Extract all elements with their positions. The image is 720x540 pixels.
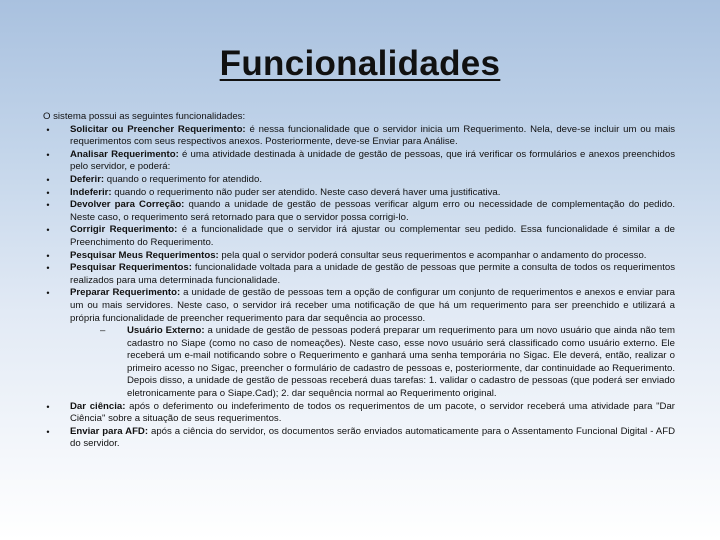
bullet-icon: •	[46, 149, 50, 160]
list-item	[43, 199, 675, 224]
item-term: Pesquisar Requerimentos:	[70, 262, 192, 274]
item-text: funcionalidade voltada para a unidade de gestão de pessoas que permite a consulta de todos os requerimentos realizados para uma determinada funcionalidade.	[70, 262, 675, 286]
bullet-icon: •	[46, 187, 50, 198]
list-item	[43, 124, 675, 149]
bullet-icon: •	[46, 200, 50, 211]
list-item	[43, 401, 675, 426]
list-item	[43, 149, 675, 174]
intro-text: O sistema possui as seguintes funcionalidades:	[43, 111, 246, 122]
item-text: após o deferimento ou indeferimento de todos os requerimentos de um pacote, o servidor receberá uma atividade para "Dar Ciência" sobre a situação de seus requerimentos.	[70, 400, 675, 425]
bullet-icon: •	[46, 250, 50, 261]
bullet-icon: •	[46, 288, 50, 299]
item-term: Analisar Requerimento:	[70, 148, 179, 160]
bullet-icon: •	[46, 225, 50, 236]
list-item	[43, 287, 675, 400]
item-term: Indeferir:	[70, 186, 112, 198]
bullet-icon: •	[46, 263, 50, 274]
item-text: é nessa funcionalidade que o servidor inicia um Requerimento. Nela, deve-se incluir um ou mais requerimentos com seus respectivos anexos. Posteriormente, deve-se Enviar para Análise.	[70, 123, 676, 148]
item-term: Deferir:	[70, 173, 105, 185]
item-text: a unidade de gestão de pessoas tem a opção de configurar um conjunto de requerimentos e anexos e enviar para um ou mais servidores. Neste caso, o servidor irá receber uma notificação de que há um requerimento para ser preenchido e utilizará a própria funcionalidade de preencher requerimento para dar sequência ao processo.	[70, 287, 675, 324]
item-term: Devolver para Correção:	[70, 199, 185, 211]
list-item	[43, 187, 675, 200]
item-text: quando o requerimento for atendido.	[104, 173, 263, 185]
sub-list-item	[70, 325, 675, 401]
item-text: pela qual o servidor poderá consultar seus requerimentos e acompanhar o andamento do processo.	[218, 249, 647, 261]
item-term: Corrigir Requerimento:	[70, 224, 178, 236]
slide-title: Funcionalidades	[219, 44, 501, 83]
sub-item-text: a unidade de gestão de pessoas poderá preparar um requerimento para um novo usuário que ainda não tem cadastro no Siape (como no caso de nomeações). Neste caso, esse novo usuário será classificado como usuário externo. Ele receberá um e-mail notificando sobre o Requerimento e ganhará uma senha temporária no Sigac. Ele deverá, então, realizar o primeiro acesso no Sigac, preencher o formulário de cadastro de pessoas e, posteriormente, dar continuidade ao Requerimento. Depois disso, a unidade de gestão de pessoas receberá duas tarefas: 1. validar o cadastro de pessoas (que poderá ser enviado eletronicamente para o Siape.Cad); 2. dar sequência normal ao Requerimento original.	[127, 325, 675, 400]
bullet-icon: •	[46, 426, 50, 437]
functionality-list	[43, 124, 675, 451]
dash-icon: –	[100, 325, 106, 337]
bullet-icon: •	[46, 124, 50, 135]
list-item	[43, 262, 675, 287]
item-term: Solicitar ou Preencher Requerimento:	[70, 123, 246, 135]
item-term: Preparar Requerimento:	[70, 287, 181, 299]
item-text: é a funcionalidade que o servidor irá ajustar ou complementar seu pedido. Essa funcionalidade é similar a de Preenchimento do Requerimento.	[70, 224, 675, 248]
item-term: Dar ciência:	[70, 400, 126, 412]
bullet-icon: •	[46, 401, 50, 412]
sub-list	[70, 325, 675, 401]
slide-body	[43, 111, 675, 451]
list-item	[43, 250, 675, 263]
item-text: após a ciência do servidor, os documentos serão enviados automaticamente para o Assentamento Funcional Digital - AFD do servidor.	[70, 425, 675, 450]
bullet-icon: •	[46, 174, 50, 185]
item-term: Enviar para AFD:	[70, 425, 149, 437]
list-item	[43, 224, 675, 249]
item-text: quando a unidade de gestão de pessoas verificar algum erro ou necessidade de complementação do pedido. Neste caso, o requerimento será retornado para que o servidor possa corrigi-lo.	[70, 199, 675, 223]
list-item	[43, 426, 675, 451]
list-item	[43, 174, 675, 187]
item-term: Pesquisar Meus Requerimentos:	[70, 249, 219, 261]
sub-item-term: Usuário Externo:	[127, 325, 205, 337]
item-text: é uma atividade destinada à unidade de gestão de pessoas, que irá verificar os formulários e anexos preenchidos pelo servidor, e poderá:	[70, 148, 675, 173]
item-text: quando o requerimento não puder ser atendido. Neste caso deverá haver uma justificativa.	[111, 186, 501, 198]
